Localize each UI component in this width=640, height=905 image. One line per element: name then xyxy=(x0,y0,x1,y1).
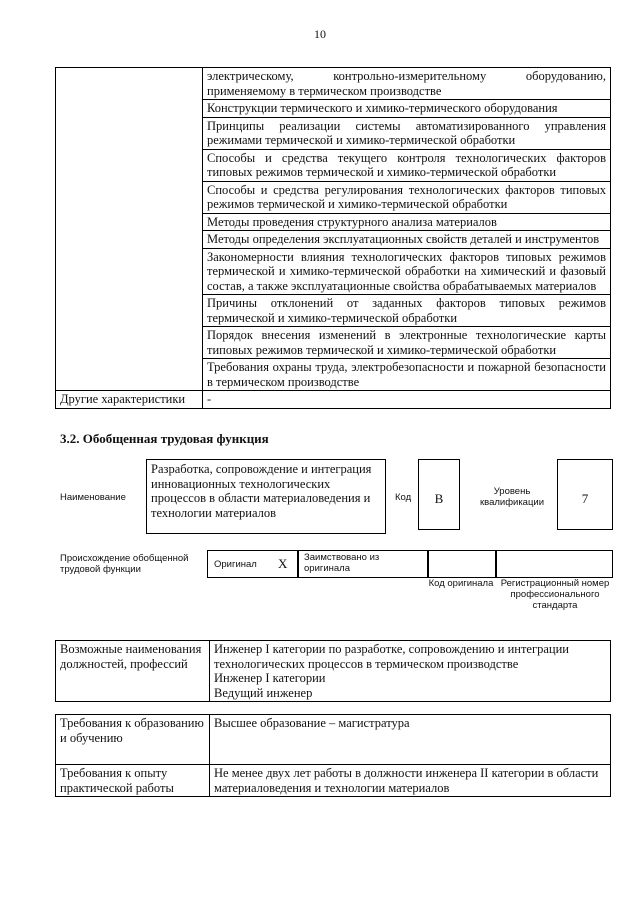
row-text: Причины отклонений от заданных факторов типовых режимов термической и химико-термической обработки xyxy=(203,295,611,327)
row-text: Требования охраны труда, электробезопасности и пожарной безопасности в термическом производстве xyxy=(203,359,611,391)
section-heading: 3.2. Обобщенная трудовая функция xyxy=(60,431,269,446)
table-row xyxy=(56,149,611,181)
table-row xyxy=(56,327,611,359)
req-experience-value: Не менее двух лет работы в должности инженера II категории в области материаловедения и технологии материалов xyxy=(210,765,611,797)
row-text: Конструкции термического и химико-термического оборудования xyxy=(203,100,611,118)
row-label: Другие характеристики xyxy=(56,391,203,409)
row-text: Принципы реализации системы автоматизированного управления режимами термической и химико-термической обработки xyxy=(203,117,611,149)
row-text: - xyxy=(203,391,611,409)
original-label: Оригинал xyxy=(214,559,257,570)
position-item: Инженер I категории xyxy=(214,671,326,685)
row-label xyxy=(56,149,203,181)
page-number: 10 xyxy=(314,27,326,41)
row-label xyxy=(56,231,203,249)
reg-num-label: Регистрационный номер профессионального стандарта xyxy=(500,578,610,611)
row-text: Методы определения эксплуатационных свойств деталей и инструментов xyxy=(203,231,611,249)
row-text: Способы и средства регулирования технологических факторов типовых режимов термической и химико-термической обработки xyxy=(203,181,611,213)
row-label xyxy=(56,295,203,327)
row-label xyxy=(56,359,203,391)
code-orig-cell xyxy=(427,550,497,578)
positions-table xyxy=(55,640,611,702)
req-education-label: Требования к образованию и обучению xyxy=(56,715,210,765)
row-text: Закономерности влияния технологических факторов типовых режимов термической и химико-термической обработки на химический и фазовый состав, а также эксплуатационные свойства обрабатываемых материалов xyxy=(203,248,611,295)
code-orig-label: Код оригинала xyxy=(428,578,494,589)
row-label xyxy=(56,100,203,118)
positions-list xyxy=(210,641,611,702)
table-row xyxy=(56,213,611,231)
row-text: электрическому, контрольно-измерительному оборудованию, применяемому в термическом производстве xyxy=(203,68,611,100)
row-label xyxy=(56,117,203,149)
table-row xyxy=(56,231,611,249)
table-row xyxy=(56,391,611,409)
req-education-value: Высшее образование – магистратура xyxy=(210,715,611,765)
row-text: Методы проведения структурного анализа материалов xyxy=(203,213,611,231)
level-value: 7 xyxy=(581,491,589,506)
row-text: Порядок внесения изменений в электронные технологические карты типовых режимов термической и химико-термической обработки xyxy=(203,327,611,359)
original-mark: X xyxy=(278,556,288,571)
table-row xyxy=(56,100,611,118)
table-row xyxy=(56,68,611,100)
original-cell xyxy=(207,550,299,578)
level-box xyxy=(557,459,613,530)
row-text: Способы и средства текущего контроля технологических факторов типовых режимов термической и химико-термической обработки xyxy=(203,149,611,181)
origin-label: Происхождение обобщенной трудовой функции xyxy=(60,553,189,575)
name-value: Разработка, сопровождение и интеграция инновационных технологических процессов в области материаловедения и технологии материалов xyxy=(146,459,386,534)
position-item: Инженер I категории по разработке, сопровождению и интеграции технологических процессов в термическом производстве xyxy=(214,642,569,671)
name-label: Наименование xyxy=(60,492,126,503)
reg-num-cell xyxy=(495,550,613,578)
level-label: Уровень квалификации xyxy=(479,486,545,508)
table-row xyxy=(56,117,611,149)
table-row xyxy=(56,181,611,213)
code-label: Код xyxy=(395,492,412,503)
row-label xyxy=(56,327,203,359)
borrowed-cell xyxy=(297,550,429,578)
row-label xyxy=(56,248,203,295)
code-box xyxy=(418,459,460,530)
position-item: Ведущий инженер xyxy=(214,685,313,700)
table-row xyxy=(56,248,611,295)
code-value: В xyxy=(434,491,444,506)
knowledge-table xyxy=(55,67,611,409)
table-row xyxy=(56,295,611,327)
requirements-table xyxy=(55,714,611,797)
borrowed-label: Заимствовано из оригинала xyxy=(304,552,380,574)
row-label xyxy=(56,213,203,231)
table-row xyxy=(56,359,611,391)
positions-label: Возможные наименования должностей, профессий xyxy=(56,641,210,702)
req-experience-label: Требования к опыту практической работы xyxy=(56,765,210,797)
row-label xyxy=(56,68,203,100)
row-label xyxy=(56,181,203,213)
